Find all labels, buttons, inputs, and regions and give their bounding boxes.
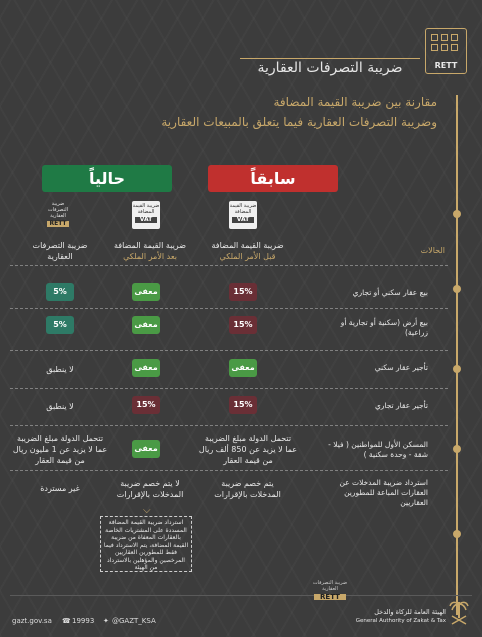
footnote-box: استرداد ضريبة القيمة المضافة المسددة على المشتريات الخاصة بالعقارات المعفاة من ضريبة القيمة المضافة، يتم الاسترداد فيما فقط للمطورين العقاريين المرخصين والمؤهلين بالاسترداد من الهيئة bbox=[100, 516, 192, 572]
case-label: استرداد ضريبة المدخلات عن العقارات المباعة للمطورين العقاريين bbox=[339, 478, 428, 507]
case-label: بيع أرض (سكنية أو تجارية أو زراعية) bbox=[340, 318, 428, 337]
subtitle-line2: وضريبة التصرفات العقارية فيما يتعلق بالمبيعات العقارية bbox=[161, 115, 437, 129]
chevron-down-icon: ⌵ bbox=[143, 505, 151, 516]
rett-value: 5% bbox=[46, 283, 74, 301]
palm-logo-icon bbox=[448, 598, 470, 626]
vat-after-value: معفى bbox=[132, 283, 160, 301]
timeline-dot bbox=[453, 285, 461, 293]
website-link[interactable]: gazt.gov.sa bbox=[12, 617, 52, 625]
row-divider bbox=[10, 308, 448, 310]
header-now: حالياً bbox=[42, 165, 172, 192]
vat-after-value: لا يتم خصم ضريبة المدخلات بالإقرارات bbox=[116, 479, 184, 499]
vat-before-value: معفى bbox=[229, 359, 257, 377]
vat-after-value: معفى bbox=[132, 359, 160, 377]
timeline-dot bbox=[453, 445, 461, 453]
rett-logo-text: RETT bbox=[434, 61, 458, 70]
timeline-dot bbox=[453, 530, 461, 538]
case-label: المسكن الأول للمواطنين ( فيلا - شقة - وحدة سكنية ) bbox=[328, 440, 428, 459]
header-previous: سابقاً bbox=[208, 165, 338, 192]
vat-after-logo: ضريبة القيمة المضافة VAT bbox=[132, 201, 160, 229]
case-label: تأجير عقار تجاري bbox=[374, 401, 428, 410]
case-label: بيع عقار سكني أو تجاري bbox=[352, 288, 428, 297]
twitter-handle[interactable]: @GAZT_KSA bbox=[112, 617, 156, 625]
rett-value: تتحمل الدولة مبلغ الضريبة عما لا يزيد عن 1 مليون ريال من قيمة العقار bbox=[12, 434, 108, 465]
rett-grid-icon bbox=[431, 34, 458, 51]
vat-after-value: معفى bbox=[132, 316, 160, 334]
rett-value: لا ينطبق bbox=[46, 365, 74, 374]
vat-before-value: 15% bbox=[229, 396, 257, 414]
timeline-dot bbox=[453, 365, 461, 373]
row-divider bbox=[10, 350, 448, 352]
vat-before-value: 15% bbox=[229, 283, 257, 301]
rett-value: 5% bbox=[46, 316, 74, 334]
phone-number[interactable]: 19993 bbox=[72, 617, 95, 625]
timeline-dot bbox=[453, 210, 461, 218]
page-title: ضريبة التصرفات العقارية bbox=[257, 60, 403, 76]
rett-value: لا ينطبق bbox=[46, 402, 74, 411]
row-divider bbox=[10, 425, 448, 427]
row-divider bbox=[10, 470, 448, 472]
subtitle-line1: مقارنة بين ضريبة القيمة المضافة bbox=[273, 95, 437, 109]
rett-logo bbox=[425, 28, 467, 74]
vat-before-value: يتم خصم ضريبة المدخلات بالإقرارات bbox=[214, 479, 281, 499]
case-label: تأجير عقار سكني bbox=[374, 363, 428, 372]
vat-after-value: 15% bbox=[132, 396, 160, 414]
row-divider bbox=[10, 265, 448, 267]
vat-before-value: تتحمل الدولة مبلغ الضريبة عما لا يزيد عن 850 ألف ريال من قيمة العقار bbox=[198, 434, 298, 465]
vat-after-value: معفى bbox=[132, 440, 160, 458]
vat-before-logo: ضريبة القيمة المضافة VAT bbox=[229, 201, 257, 229]
rett-value: غير مستردة bbox=[40, 484, 80, 493]
col-head-vat-before: ضريبة القيمة المضافة قبل الأمر الملكي bbox=[211, 241, 284, 261]
org-name-ar: الهيئة العامة للزكاة والدخل bbox=[374, 608, 446, 616]
phone-icon: ☎ bbox=[62, 617, 71, 625]
vat-before-value: 15% bbox=[229, 316, 257, 334]
col-head-vat-after: ضريبة القيمة المضافة بعد الأمر الملكي bbox=[113, 241, 187, 261]
rett-footer-logo: ضريبة التصرفات العقارية RETT bbox=[312, 580, 348, 601]
org-name-en: General Authority of Zakat & Tax bbox=[355, 618, 446, 624]
col-head-cases: الحالات bbox=[420, 246, 445, 255]
col-head-rett: ضريبة التصرفات العقارية bbox=[32, 241, 88, 261]
footer-divider bbox=[10, 595, 472, 596]
rett-column-logo: ضريبة التصرفات العقارية RETT bbox=[47, 201, 69, 227]
row-divider bbox=[10, 388, 448, 390]
title-divider bbox=[240, 58, 420, 59]
twitter-icon: ✦ bbox=[103, 617, 109, 625]
